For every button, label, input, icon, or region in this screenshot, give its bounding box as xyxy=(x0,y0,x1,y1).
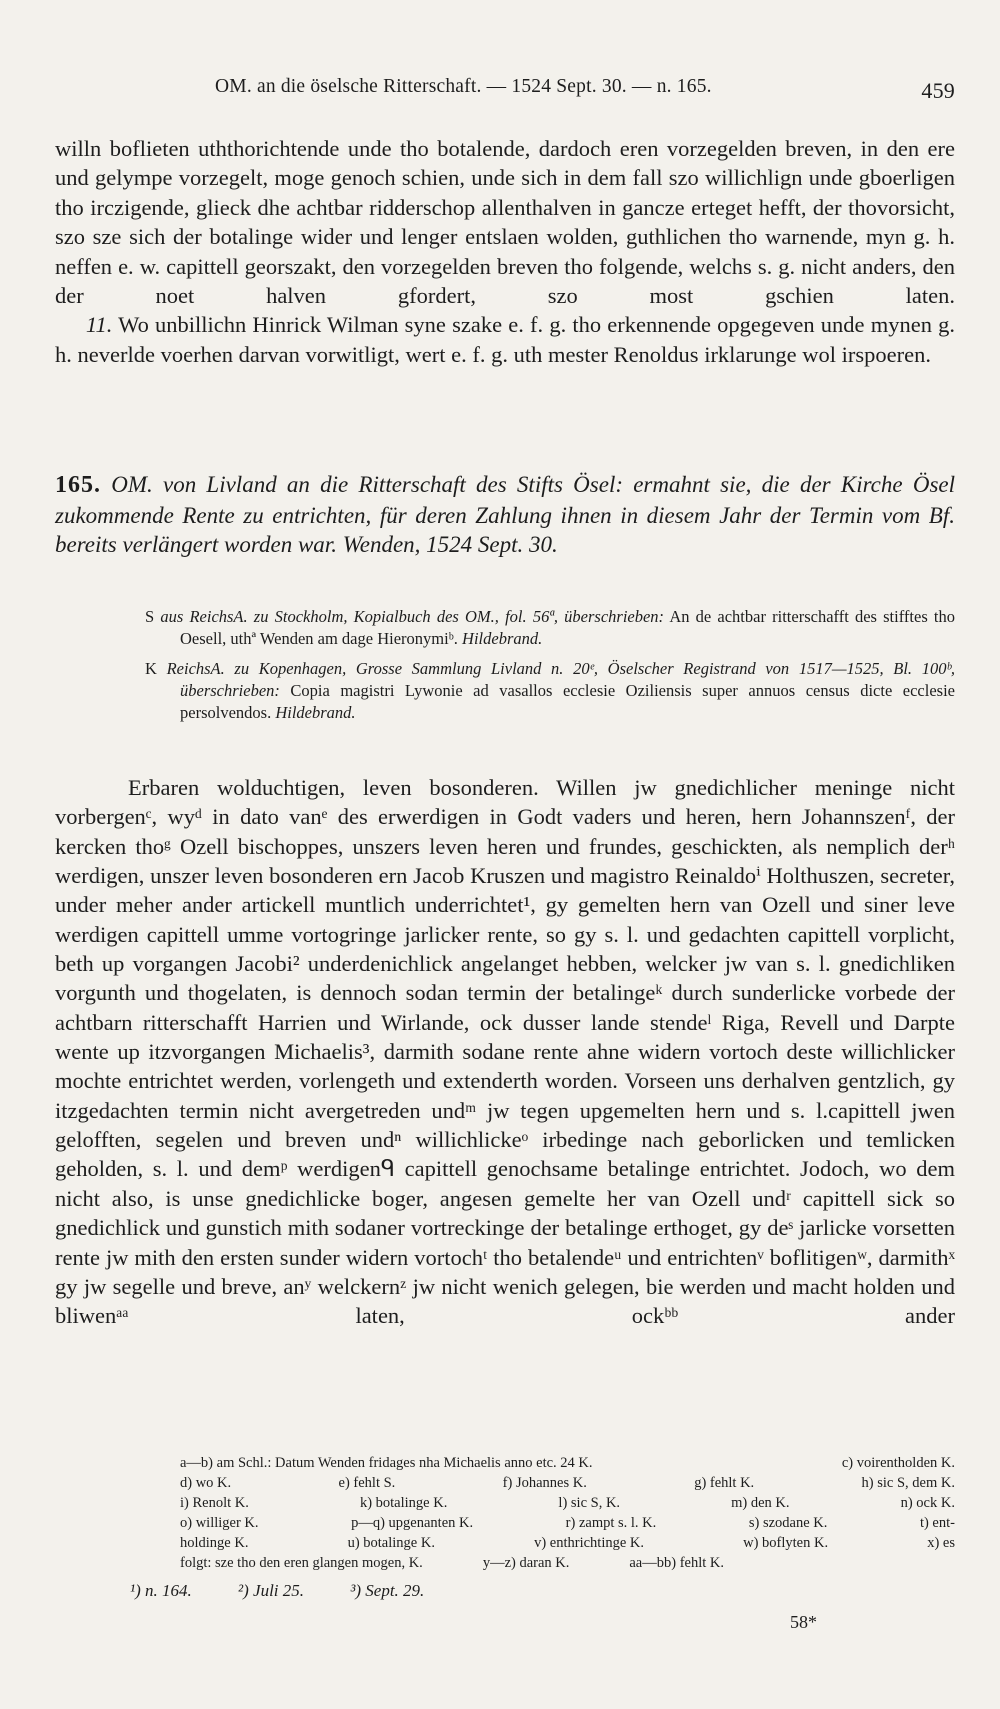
source-description: aus ReichsA. zu Stockholm, Kopialbuch des OM., fol. 56ª, überschrieben: xyxy=(160,607,665,626)
apparatus-note: w) boflyten K. xyxy=(743,1535,829,1551)
apparatus-note: r) zampt s. l. K. xyxy=(565,1515,657,1531)
document-heading xyxy=(55,470,955,560)
source-notes xyxy=(145,606,955,732)
apparatus-row xyxy=(180,1533,955,1553)
sheet-signature: 58* xyxy=(790,1612,817,1632)
apparatus-note: y—z) daran K. xyxy=(482,1555,570,1571)
apparatus-note: t) ent- xyxy=(919,1515,955,1531)
source-siglum: S xyxy=(145,607,155,626)
apparatus-row xyxy=(180,1493,955,1513)
source-entry xyxy=(145,658,955,724)
letter-text xyxy=(55,773,955,1331)
paragraph-continued: willn boflieten uththorichtende unde tho botalende, dardoch eren vorzegelden breven, in den ere und gelympe vorzegelt, moge genoch schien, unde sich in dem fall szo willichlign unde gboerligen tho irczigende, glieck dhe achtbar ridderschop allenthalven in gancze erteget hefft, der thovorsicht, szo sze sich der botalinge wider und lenger entslaen wolden, guthlichen tho warnende, myn g. h. neffen e. w. capittell georszakt, den vorzegelden breven tho folgende, welchs s. g. nicht anders, den der noet halven gfordert, szo most gschien laten. xyxy=(55,136,955,309)
apparatus-note: v) enthrichtinge K. xyxy=(534,1535,645,1551)
apparatus-row xyxy=(180,1453,955,1473)
apparatus-note: o) williger K. xyxy=(180,1515,259,1531)
apparatus-note: aa—bb) fehlt K. xyxy=(629,1555,724,1571)
apparatus-note: s) szodane K. xyxy=(748,1515,828,1531)
page-number: 459 xyxy=(921,78,955,103)
apparatus-note: a—b) am Schl.: Datum Wenden fridages nha Michaelis anno etc. 24 K. xyxy=(180,1455,593,1471)
document-regest: OM. von Livland an die Ritterschaft des Stifts Ösel: ermahnt sie, die der Kirche Ösel zukommende Rente zu entrichten, für deren Zahlung ihnen in diesem Jahr der Termin vom Bf. bereits verlängert worden war. Wenden, 1524 Sept. 30. xyxy=(55,472,955,558)
apparatus-note: n) ock K. xyxy=(900,1495,955,1511)
source-siglum: K xyxy=(145,659,157,678)
footnotes xyxy=(130,1581,630,1601)
document-number: 165. xyxy=(55,472,101,498)
footnote: ¹) n. 164. xyxy=(130,1581,192,1600)
apparatus-note: k) botalinge K. xyxy=(359,1495,448,1511)
footnote: ²) Juli 25. xyxy=(238,1581,305,1600)
apparatus-row xyxy=(180,1473,955,1493)
apparatus-note: g) fehlt K. xyxy=(694,1475,755,1491)
apparatus-note: c) voirentholden K. xyxy=(841,1455,955,1471)
apparatus-row xyxy=(180,1513,955,1533)
paragraph-11-number: 11. xyxy=(85,312,113,338)
running-head xyxy=(215,76,955,103)
apparatus-note: h) sic S, dem K. xyxy=(861,1475,955,1491)
apparatus-note: m) den K. xyxy=(731,1495,790,1511)
apparatus-note: l) sic S, K. xyxy=(558,1495,621,1511)
letter-paragraph: Erbaren wolduchtigen, leven bosonderen. Willen jw gnedichlicher meninge nicht vorbergenᶜ, wyᵈ in dato vanᵉ des erwerdigen in Godt vaders und heren, hern Johannszenᶠ, der kercken thoᵍ Ozell bischoppes, unszers leven heren und frundes, geschickten, als nemplich derʰ werdigen, unszer leven bosonderen ern Jacob Kruszen und magistro Reinaldoⁱ Holthuszen, secreter, under meher ander artickell muntlich underrichtet¹, gy gemelten hern van Ozell und siner leve werdigen capittell umme vortogringe jarlicker rente, so gy s. l. und gedachten capittell vorplicht, beth up vorgangen Jacobi² underdenichlick angelanget hebben, welcker jw van s. l. gnedichliken vorgunth und thogelaten, is dennoch sodan termin der betalingeᵏ durch sunderlicke vorbede der achtbarn ritterschafft Harrien und Wirlande, ock dusser lande stendeˡ Riga, Revell und Darpte wente up itzvorgangen Michaelis³, darmith sodane rente ahne widern vortoch deste willichlicker mochte entrichtet werden, vorlengeth und extenderth worden. Vorseen uns derhalven gentzlich, gy itzgedachten termin nicht avergetreden undᵐ jw tegen upgemelten hern und s. l.capittell jwen gelofften, segelen und breven undⁿ willichlickeᵒ irbedinge nach geborlicken und temlicken geholden, s. l. und demᵖ werdigenᑫ capittell genochsame betalinge entrichtet. Jodoch, wo dem nicht also, is unse gnedichlicke boger, angesen gemelte her van Ozell undʳ capittell sick so gnedichlick und gunstich mith sodaner vortreckinge der betalinge erthoget, gy deˢ jarlicke vorsetten rente jw mith den ersten sunder widern vortochᵗ tho betalendeᵘ und entrichtenᵛ boflitigenʷ, darmithˣ gy jw segelle und breve, anʸ welckernᶻ jw nicht wenich gelegen, bie werden und macht holden und bliwenᵃᵃ laten, ockᵇᵇ ander xyxy=(55,775,955,1329)
paragraph-11 xyxy=(55,310,955,369)
continued-text xyxy=(55,134,955,369)
apparatus-note: x) es xyxy=(927,1535,955,1551)
critical-apparatus xyxy=(180,1453,955,1573)
footnote: ³) Sept. 29. xyxy=(350,1581,425,1600)
apparatus-note: p—q) upgenanten K. xyxy=(351,1515,474,1531)
source-text: Copia magistri Lywonie ad vasallos ecclesie Oziliensis super annuos census dicte ecclesie persolvendos. xyxy=(180,681,955,722)
source-text: An de achtbar ritterschafft des stifftes tho Oesell, uthª Wenden am dage Hieronymiᵇ. xyxy=(180,607,955,648)
apparatus-row xyxy=(180,1553,955,1573)
apparatus-note: f) Johannes K. xyxy=(502,1475,587,1491)
apparatus-note: e) fehlt S. xyxy=(338,1475,396,1491)
apparatus-note: d) wo K. xyxy=(180,1475,232,1491)
paragraph-11-text: Wo unbillichn Hinrick Wilman syne szake e. f. g. tho erkennende opgegeven unde mynen g. h. neverlde voerhen darvan vorwitligt, wert e. f. g. uth mester Renoldus irklarunge wol irspoeren. xyxy=(55,312,956,367)
apparatus-note: holdinge K. xyxy=(180,1535,249,1551)
apparatus-note: folgt: sze tho den eren glangen mogen, K. xyxy=(180,1555,423,1571)
source-editor: Hildebrand. xyxy=(275,703,356,722)
running-title: OM. an die öselsche Ritterschaft. — 1524 Sept. 30. — n. 165. xyxy=(215,76,712,97)
apparatus-note: u) botalinge K. xyxy=(347,1535,435,1551)
source-entry xyxy=(145,606,955,650)
source-description: ReichsA. zu Kopenhagen, Grosse Sammlung Livland n. 20ᵉ, Öselscher Registrand von 1517—1525, Bl. 100ᵇ, überschrieben: xyxy=(166,659,956,700)
apparatus-note: i) Renolt K. xyxy=(180,1495,249,1511)
source-editor: Hildebrand. xyxy=(462,629,543,648)
